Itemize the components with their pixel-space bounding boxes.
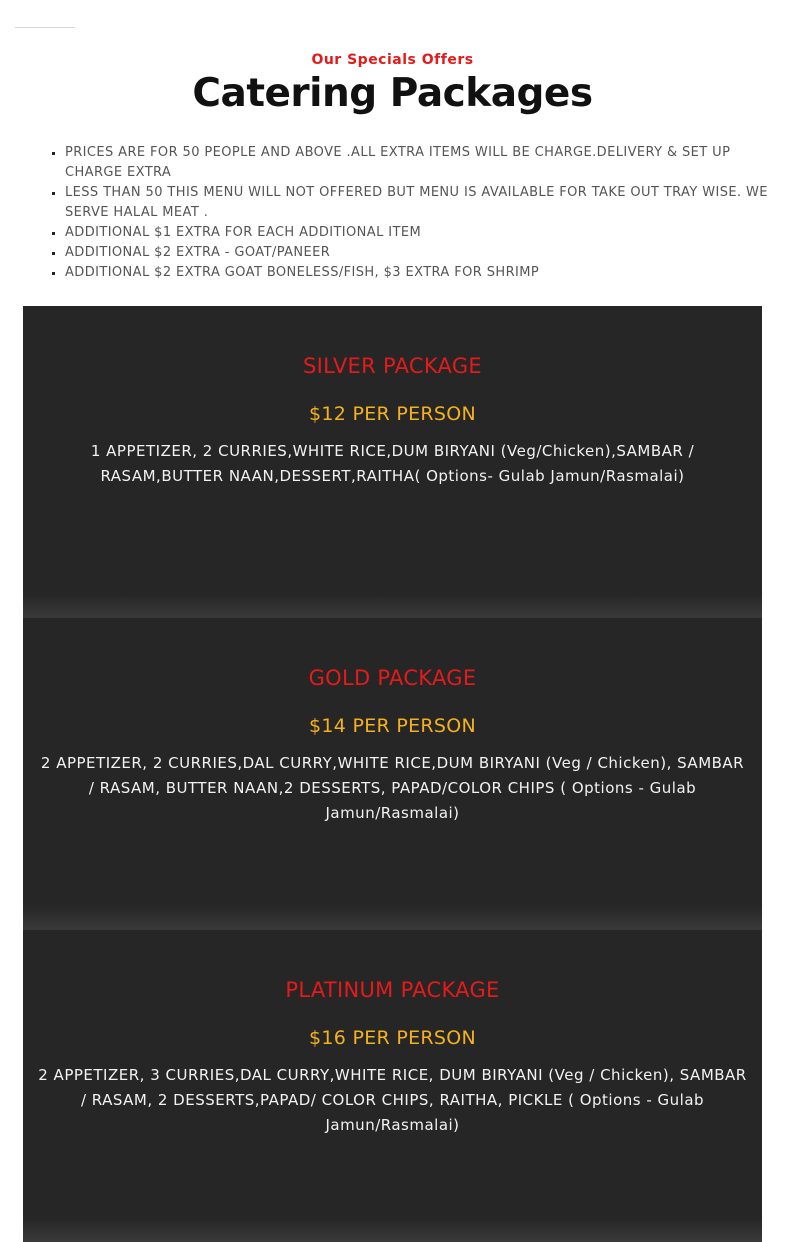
package-description: 1 APPETIZER, 2 CURRIES,WHITE RICE,DUM BIRYANI (Veg/Chicken),SAMBAR / RASAM,BUTTER NAAN,DESSERT,RAITHA( Options- Gulab Jamun/Rasmalai) <box>90 442 695 485</box>
packages-list <box>23 306 762 1134</box>
package-card-silver <box>23 306 762 618</box>
package-card-gold <box>23 618 762 930</box>
pricing-note: ▪ ADDITIONAL $2 EXTRA - GOAT/PANEER <box>65 243 768 263</box>
package-name: PLATINUM PACKAGE <box>285 978 500 1002</box>
page-title: Catering Packages <box>192 71 593 116</box>
package-description: 2 APPETIZER, 2 CURRIES,DAL CURRY,WHITE RICE,DUM BIRYANI (Veg / Chicken), SAMBAR / RASAM, BUTTER NAAN,2 DESSERTS, PAPAD/COLOR CHIPS ( Options - Gulab Jamun/Rasmalai) <box>40 754 745 822</box>
pricing-note: ▪ ADDITIONAL $2 EXTRA GOAT BONELESS/FISH, $3 EXTRA FOR SHRIMP <box>65 263 768 283</box>
section-kicker: Our Specials Offers <box>311 52 474 68</box>
pricing-note: ▪ PRICES ARE FOR 50 PEOPLE AND ABOVE .ALL EXTRA ITEMS WILL BE CHARGE.DELIVERY & SET UP CHARGE EXTRA <box>65 143 768 183</box>
package-name: GOLD PACKAGE <box>308 666 477 690</box>
package-price: $16 PER PERSON <box>308 1027 477 1049</box>
pricing-notes-list <box>0 143 768 283</box>
package-price: $14 PER PERSON <box>308 715 477 737</box>
package-name: SILVER PACKAGE <box>303 354 482 378</box>
package-description: 2 APPETIZER, 3 CURRIES,DAL CURRY,WHITE RICE, DUM BIRYANI (Veg / Chicken), SAMBAR / RASAM, 2 DESSERTS,PAPAD/ COLOR CHIPS, RAITHA, PICKLE ( Options - Gulab Jamun/Rasmalai) <box>38 1066 747 1134</box>
heading-divider <box>15 27 75 28</box>
package-card-platinum <box>23 930 762 1242</box>
package-price: $12 PER PERSON <box>308 403 477 425</box>
pricing-note: ▪ ADDITIONAL $1 EXTRA FOR EACH ADDITIONAL ITEM <box>65 223 768 243</box>
pricing-note: ▪ LESS THAN 50 THIS MENU WILL NOT OFFERED BUT MENU IS AVAILABLE FOR TAKE OUT TRAY WISE. WE SERVE HALAL MEAT . <box>65 183 768 223</box>
